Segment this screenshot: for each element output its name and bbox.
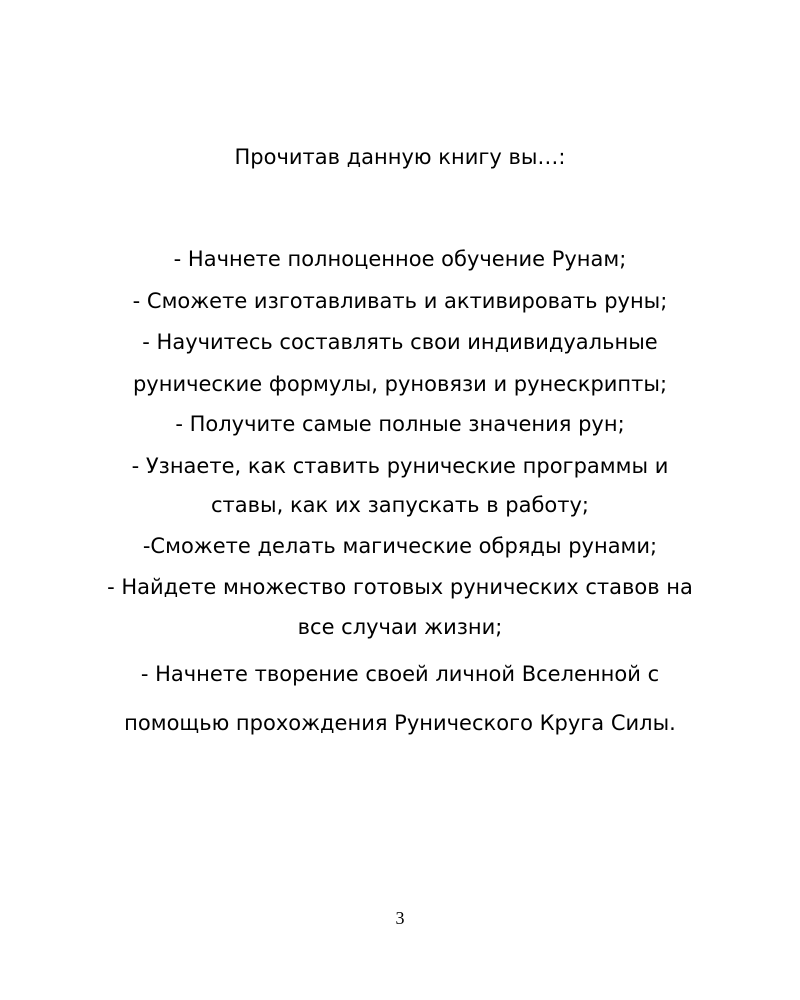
list-line: - Узнаете, как ставить рунические программы и bbox=[131, 454, 669, 478]
list-line: помощью прохождения Рунического Круга Силы. bbox=[124, 711, 676, 735]
list-line: - Найдете множество готовых рунических ставов на bbox=[107, 575, 693, 599]
list-line: ставы, как их запускать в работу; bbox=[211, 493, 589, 517]
list-line: - Начнете творение своей личной Вселенной с bbox=[140, 662, 660, 686]
list-line: все случаи жизни; bbox=[297, 615, 503, 639]
list-line: -Сможете делать магические обряды рунами; bbox=[142, 534, 658, 558]
list-line: - Начнете полноценное обучение Рунам; bbox=[173, 247, 627, 271]
list-line: - Научитесь составлять свои индивидуальные bbox=[142, 330, 658, 354]
list-line: - Получите самые полные значения рун; bbox=[175, 412, 625, 436]
list-line: - Сможете изготавливать и активировать руны; bbox=[132, 289, 668, 313]
list-line: рунические формулы, руновязи и рунескрипты; bbox=[132, 372, 668, 396]
page-heading: Прочитав данную книгу вы…: bbox=[234, 145, 566, 169]
page-number: 3 bbox=[395, 908, 405, 928]
